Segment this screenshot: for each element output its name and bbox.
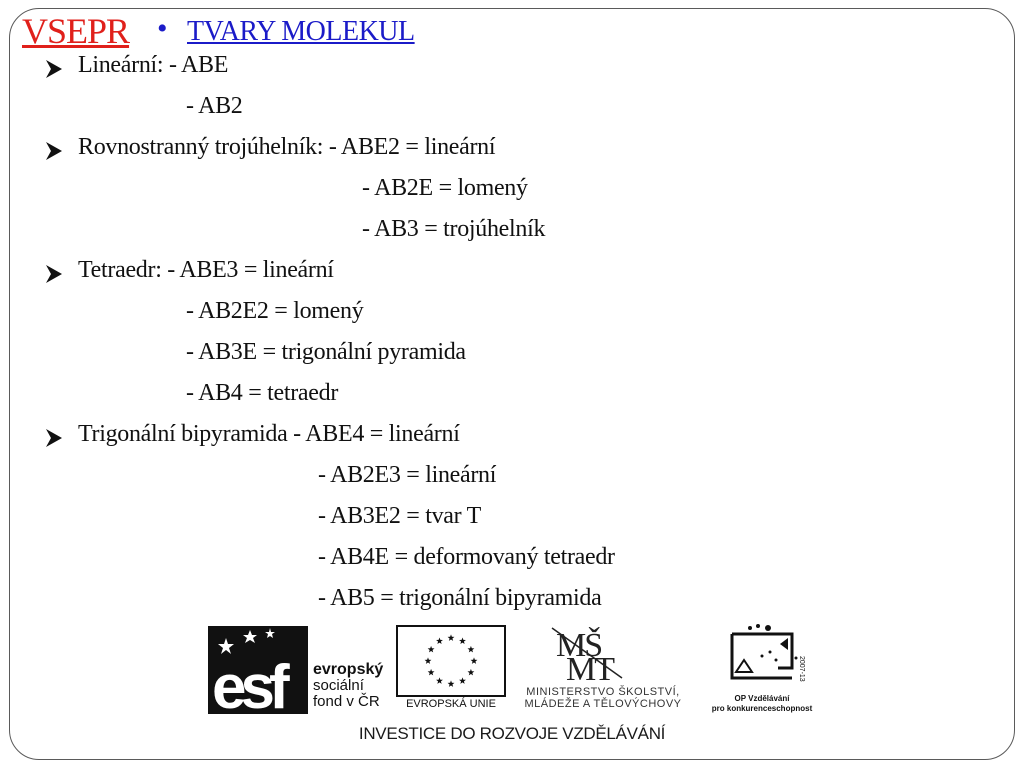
slide-title: VSEPR bbox=[22, 11, 130, 51]
subtitle-bullet: • bbox=[157, 12, 168, 45]
esf-line1: evropský bbox=[313, 661, 384, 678]
content-line: - AB3 = trojúhelník bbox=[362, 216, 546, 242]
op-line1: OP Vzdělávání bbox=[734, 694, 790, 703]
content-line: - AB4 = tetraedr bbox=[186, 380, 339, 406]
content-line: Tetraedr: - ABE3 = lineární bbox=[78, 257, 334, 283]
content-line: Lineární: - ABE bbox=[78, 52, 229, 78]
content-line: - AB2E2 = lomený bbox=[186, 298, 364, 324]
slide-subtitle: TVARY MOLEKUL bbox=[187, 16, 415, 47]
esf-line2: sociální bbox=[313, 677, 364, 694]
esf-line3: fond v ČR bbox=[313, 693, 380, 710]
eu-flag-icon bbox=[397, 626, 505, 696]
content-line: - AB2 bbox=[186, 93, 243, 119]
svg-text:esf: esf bbox=[212, 653, 284, 722]
content-line: Rovnostranný trojúhelník: - ABE2 = lineární bbox=[78, 134, 496, 160]
arrow-bullet-icon bbox=[44, 427, 64, 449]
arrow-bullet-icon bbox=[44, 58, 64, 80]
logo-caption: INVESTICE DO ROZVOJE VZDĚLÁVÁNÍ bbox=[358, 724, 666, 743]
esf-text bbox=[313, 662, 383, 710]
eu-label: EVROPSKÁ UNIE bbox=[406, 698, 496, 710]
logo-bar bbox=[192, 616, 832, 758]
op-caption bbox=[697, 694, 827, 714]
esf-logo-icon bbox=[208, 626, 308, 722]
svg-text:MT: MT bbox=[566, 651, 613, 688]
op-line2: pro konkurenceschopnost bbox=[711, 704, 813, 713]
content-line: - AB2E3 = lineární bbox=[318, 462, 497, 488]
content-line: - AB3E2 = tvar T bbox=[318, 503, 481, 529]
msmt-caption bbox=[508, 686, 698, 710]
svg-text:MŠ: MŠ bbox=[556, 627, 602, 664]
op-logo-icon bbox=[732, 624, 805, 682]
content-line: - AB4E = deformovaný tetraedr bbox=[318, 544, 615, 570]
content-line: - AB2E = lomený bbox=[362, 175, 528, 201]
msmt-logo-icon bbox=[552, 626, 622, 688]
msmt-line2: MLÁDEŽE A TĚLOVÝCHOVY bbox=[524, 698, 682, 710]
arrow-bullet-icon bbox=[44, 263, 64, 285]
content-line: - AB3E = trigonální pyramida bbox=[186, 339, 466, 365]
content-line: - AB5 = trigonální bipyramida bbox=[318, 585, 602, 611]
arrow-bullet-icon bbox=[44, 140, 64, 162]
content-line: Trigonální bipyramida - ABE4 = lineární bbox=[78, 421, 460, 447]
svg-text:2007-13: 2007-13 bbox=[798, 656, 805, 682]
msmt-line1: MINISTERSTVO ŠKOLSTVÍ, bbox=[526, 686, 680, 698]
